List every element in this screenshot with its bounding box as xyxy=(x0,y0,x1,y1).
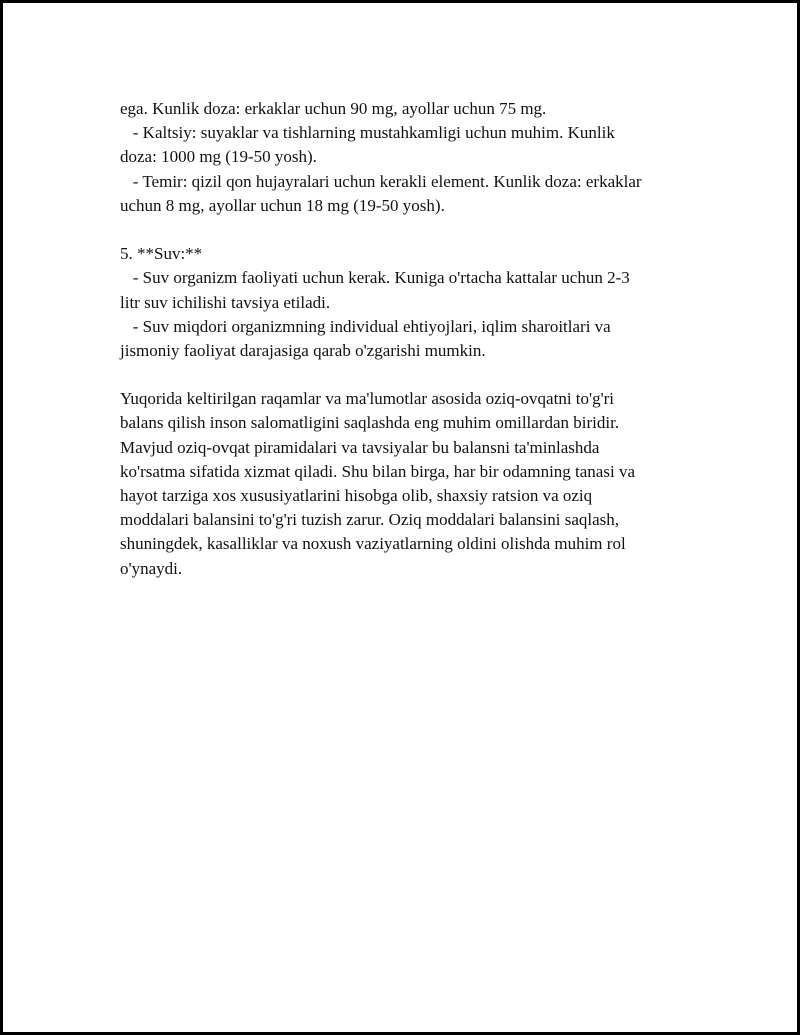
text-line: ko'rsatma sifatida xizmat qiladi. Shu bilan birga, har bir odamning tanasi va xyxy=(120,461,635,481)
text-line: hayot tarziga xos xususiyatlarini hisobga olib, shaxsiy ratsion va oziq xyxy=(120,486,593,505)
text-line: ega. Kunlik doza: erkaklar uchun 90 mg, ayollar uchun 75 mg. xyxy=(120,99,547,118)
text-line: uchun 8 mg, ayollar uchun 18 mg (19-50 yosh). xyxy=(120,195,445,215)
document-body xyxy=(120,97,720,581)
text-line: o'ynaydi. xyxy=(120,558,183,578)
text-line: Yuqorida keltirilgan raqamlar va ma'lumotlar asosida oziq-ovqatni to'g'ri xyxy=(120,389,615,409)
text-line: - Suv miqdori organizmning individual ehtiyojlari, iqlim sharoitlari va xyxy=(120,316,611,336)
text-line: doza: 1000 mg (19-50 yosh). xyxy=(120,147,317,167)
text-line: shuningdek, kasalliklar va noxush vaziyatlarning oldini olishda muhim rol xyxy=(120,534,626,554)
text-line: jismoniy faoliyat darajasiga qarab o'zgarishi mumkin. xyxy=(120,340,486,360)
paragraph-gap xyxy=(120,363,720,387)
text-line: - Temir: qizil qon hujayralari uchun kerakli element. Kunlik doza: erkaklar xyxy=(120,171,642,191)
text-line: litr suv ichilishi tavsiya etiladi. xyxy=(120,292,331,312)
text-line: moddalari balansini to'g'ri tuzish zarur. Oziq moddalari balansini saqlash, xyxy=(120,510,620,530)
text-line: Mavjud oziq-ovqat piramidalari va tavsiyalar bu balansni ta'minlashda xyxy=(120,437,600,457)
paragraph-gap xyxy=(120,218,720,242)
text-line: - Suv organizm faoliyati uchun kerak. Kuniga o'rtacha kattalar uchun 2-3 xyxy=(120,268,630,288)
text-line: - Kaltsiy: suyaklar va tishlarning mustahkamligi uchun muhim. Kunlik xyxy=(120,123,615,143)
section-heading: 5. **Suv:** xyxy=(120,244,203,264)
text-line: balans qilish inson salomatligini saqlashda eng muhim omillardan biridir. xyxy=(120,413,620,433)
